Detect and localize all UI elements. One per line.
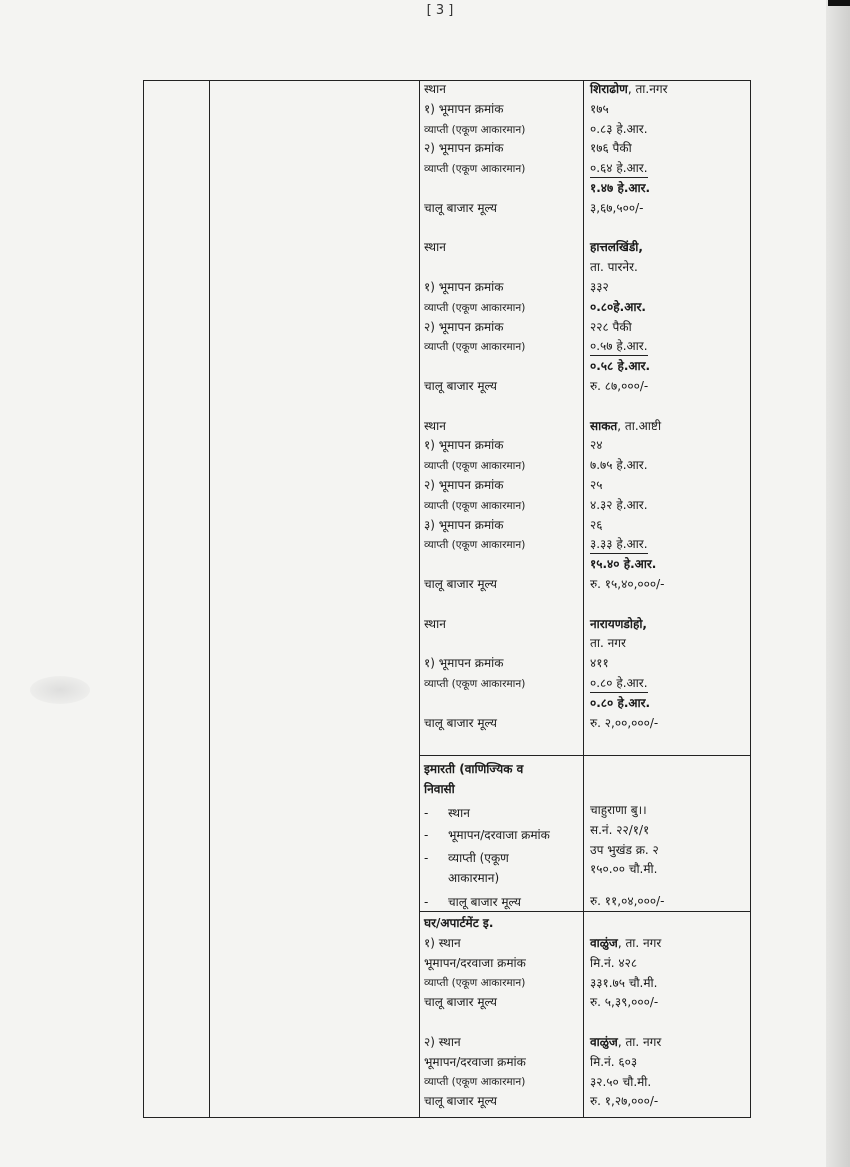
land-label: [424, 357, 525, 377]
buildings-label-area-2: आकारमान): [448, 870, 500, 885]
land-label: स्थान: [424, 418, 446, 433]
land-label: व्याप्ती (एकूण आकारमान): [424, 677, 526, 690]
land-label: ३) भूमापन क्रमांक: [424, 517, 504, 532]
houses-labels: [424, 914, 526, 1112]
land-value: २४: [590, 438, 603, 453]
land-value: ४११: [590, 656, 609, 671]
buildings-label-area-1: - व्याप्ती (एकूण: [424, 851, 509, 866]
land-label: व्याप्ती (एकूण आकारमान): [424, 499, 526, 512]
land-block-values: [590, 615, 668, 734]
land-value: नारायणडोहो,: [590, 616, 647, 631]
land-value: ता. नगर: [590, 636, 626, 651]
land-label: [424, 694, 525, 714]
house-label: २) स्थान: [424, 1034, 461, 1049]
land-value: ३.३३ हे.आर.: [590, 535, 668, 555]
house-place: वाळुंज, ता. नगर: [590, 936, 662, 950]
land-label: व्याप्ती (एकूण आकारमान): [424, 123, 526, 136]
buildings-market-value: रु. ११,०४,०००/-: [590, 894, 665, 909]
land-value: ३,६७,५००/-: [590, 200, 644, 215]
house-value: ३२.५० चौ.मी.: [590, 1074, 652, 1089]
land-label: स्थान: [424, 616, 446, 631]
buildings-label-place: - स्थान: [424, 805, 470, 820]
land-value: रु. २,००,०००/-: [590, 715, 659, 730]
land-label: चालू बाजार मूल्य: [424, 576, 497, 591]
house-label: चालू बाजार मूल्य: [424, 995, 497, 1010]
house-label: १) स्थान: [424, 935, 461, 950]
houses-heading: घर/अपार्टमेंट इ.: [424, 916, 494, 930]
land-value: ०.५८ हे.आर.: [590, 359, 651, 374]
house-labels: [424, 1033, 526, 1112]
land-label: व्याप्ती (एकूण आकारमान): [424, 163, 526, 176]
land-value: १.४७ हे.आर.: [590, 180, 651, 195]
land-label: २) भूमापन क्रमांक: [424, 141, 504, 156]
land-value: ०.८०हे.आर.: [590, 299, 646, 314]
land-label: [424, 555, 525, 575]
land-label: स्थान: [424, 240, 446, 255]
land-value: २२८ पैकी: [590, 319, 632, 334]
land-value: ४.३२ हे.आर.: [590, 497, 648, 512]
land-value: रु. ८७,०००/-: [590, 378, 649, 393]
buildings-heading-2: निवासी: [424, 781, 455, 796]
land-value: ७.७५ हे.आर.: [590, 458, 648, 473]
land-value: २६: [590, 517, 603, 532]
land-value: ०.८३ हे.आर.: [590, 121, 648, 136]
land-label: चालू बाजार मूल्य: [424, 715, 497, 730]
buildings-heading-1: इमारती (वाणिज्यिक व: [424, 762, 524, 776]
land-block-labels: [424, 417, 525, 595]
land-block-labels: [424, 615, 525, 734]
land-labels-column: [424, 80, 525, 733]
house-value: मि.नं. ६०३: [590, 1054, 638, 1069]
land-label: स्थान: [424, 82, 446, 96]
house-label: चालू बाजार मूल्य: [424, 1094, 497, 1109]
land-value: ता. पारनेर.: [590, 260, 638, 275]
land-label: चालू बाजार मूल्य: [424, 200, 497, 215]
land-label: व्याप्ती (एकूण आकारमान): [424, 341, 526, 354]
house-values: [590, 1033, 661, 1112]
house-labels: [424, 934, 526, 1013]
land-value: साकत, ता.आष्टी: [590, 418, 662, 433]
house-label: भूमापन/दरवाजा क्रमांक: [424, 1054, 526, 1069]
land-value: ०.६४ हे.आर.: [590, 159, 668, 179]
house-values: [590, 934, 661, 1013]
land-block-values: [590, 417, 668, 595]
land-block-labels: [424, 80, 525, 219]
row-divider-buildings: [419, 755, 750, 756]
buildings-area: १५०.०० चौ.मी.: [590, 862, 658, 877]
scan-edge: [826, 0, 850, 1167]
house-label: व्याप्ती (एकूण आकारमान): [424, 1076, 526, 1089]
land-label: चालू बाजार मूल्य: [424, 378, 497, 393]
house-value: मि.नं. ४२८: [590, 955, 638, 970]
land-value: शिराढोण, ता.नगर: [590, 82, 668, 96]
land-label: व्याप्ती (एकूण आकारमान): [424, 460, 526, 473]
house-value: ३३१.७५ चौ.मी.: [590, 975, 658, 990]
houses-values: [590, 934, 661, 1112]
land-value: रु. १५,४०,०००/-: [590, 576, 665, 591]
land-value: ०.८० हे.आर.: [590, 674, 668, 694]
house-label: भूमापन/दरवाजा क्रमांक: [424, 955, 526, 970]
page-number: [ 3 ]: [426, 3, 454, 18]
buildings-labels: [424, 759, 550, 912]
house-label: व्याप्ती (एकूण आकारमान): [424, 977, 526, 990]
house-value: रु. १,२७,०००/-: [590, 1094, 659, 1109]
land-block-values: [590, 238, 668, 396]
land-label: [424, 634, 525, 654]
land-label: १) भूमापन क्रमांक: [424, 438, 504, 453]
land-block-values: [590, 80, 668, 219]
land-label: १) भूमापन क्रमांक: [424, 279, 504, 294]
land-value: ०.५७ हे.आर.: [590, 337, 668, 357]
house-place: वाळुंज, ता. नगर: [590, 1034, 662, 1049]
land-value: १७५: [590, 101, 609, 116]
buildings-subplot: उप भुखंड क्र. २: [590, 842, 659, 857]
buildings-place: चाहुराणा बु।।: [590, 803, 647, 817]
buildings-values: [590, 800, 665, 911]
land-label: १) भूमापन क्रमांक: [424, 101, 504, 116]
land-value: १५.४० हे.आर.: [590, 557, 657, 572]
buildings-label-survey: - भूमापन/दरवाजा क्रमांक: [424, 828, 550, 843]
land-label: २) भूमापन क्रमांक: [424, 319, 504, 334]
buildings-label-value: - चालू बाजार मूल्य: [424, 894, 521, 909]
buildings-survey: स.नं. २२/१/१: [590, 822, 650, 837]
land-value: १७६ पैकी: [590, 141, 632, 156]
column-divider-3: [583, 80, 584, 1117]
land-label: २) भूमापन क्रमांक: [424, 477, 504, 492]
house-value: रु. ५,३९,०००/-: [590, 995, 659, 1010]
land-value: हात्तलखिंडी,: [590, 240, 643, 255]
column-divider-2: [419, 80, 420, 1117]
land-label: [424, 179, 525, 199]
land-value: २५: [590, 477, 603, 492]
land-label: १) भूमापन क्रमांक: [424, 656, 504, 671]
land-block-labels: [424, 238, 525, 396]
column-divider-1: [209, 80, 210, 1117]
land-label: व्याप्ती (एकूण आकारमान): [424, 539, 526, 552]
land-label: व्याप्ती (एकूण आकारमान): [424, 301, 526, 314]
ink-smudge: [30, 676, 90, 704]
land-value: ३३२: [590, 279, 609, 294]
land-value: ०.८० हे.आर.: [590, 695, 651, 710]
land-values-column: [590, 80, 668, 733]
land-label: [424, 258, 525, 278]
